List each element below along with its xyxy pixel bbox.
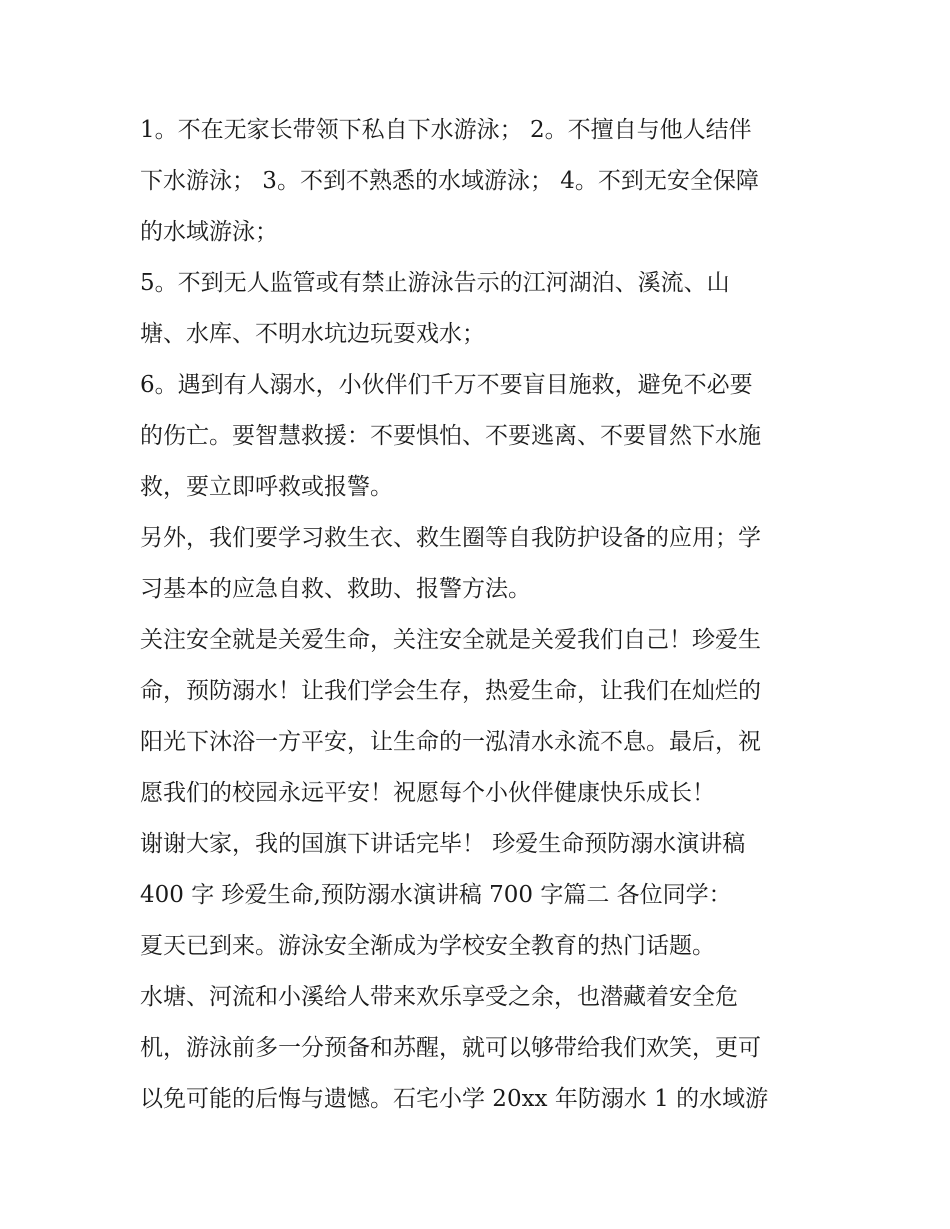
text-line: 塘、水库、不明水坑边玩耍戏水；	[140, 321, 485, 347]
text-line: 关注安全就是关爱生命，关注安全就是关爱我们自己！珍爱生	[140, 627, 761, 653]
text-line: 5。不到无人监管或有禁止游泳告示的江河湖泊、溪流、山	[140, 270, 730, 296]
text-line: 的伤亡。要智慧救援：不要惧怕、不要逃离、不要冒然下水施	[140, 423, 761, 449]
text-line: 另外，我们要学习救生衣、救生圈等自我防护设备的应用；学	[140, 525, 761, 551]
text-line: 下水游泳； 3。不到不熟悉的水域游泳； 4。不到无安全保障	[140, 168, 759, 194]
text-line: 谢谢大家，我的国旗下讲话完毕！ 珍爱生命预防溺水演讲稿	[140, 831, 746, 857]
text-line: 1。不在无家长带领下私自下水游泳； 2。不擅自与他人结伴	[140, 117, 752, 143]
text-line: 6。遇到有人溺水，小伙伴们千万不要盲目施救，避免不必要	[140, 372, 753, 398]
document-body	[140, 105, 820, 1125]
text-line: 愿我们的校园永远平安！祝愿每个小伙伴健康快乐成长！	[140, 780, 715, 806]
text-line: 救，要立即呼救或报警。	[140, 474, 393, 500]
text-line: 机，游泳前多一分预备和苏醒，就可以够带给我们欢笑，更可	[140, 1035, 761, 1061]
text-line: 以免可能的后悔与遗憾。石宅小学 20xx 年防溺水 1 的水域游	[140, 1086, 769, 1112]
text-line: 阳光下沐浴一方平安，让生命的一泓清水永流不息。最后，祝	[140, 729, 761, 755]
text-line: 习基本的应急自救、救助、报警方法。	[140, 576, 531, 602]
text-line: 夏天已到来。游泳安全渐成为学校安全教育的热门话题。	[140, 933, 715, 959]
text-line: 400 字 珍爱生命,预防溺水演讲稿 700 字篇二 各位同学：	[140, 882, 732, 908]
text-line: 水塘、河流和小溪给人带来欢乐享受之余，也潜藏着安全危	[140, 984, 738, 1010]
text-line: 命，预防溺水！让我们学会生存，热爱生命，让我们在灿烂的	[140, 678, 761, 704]
text-line: 的水域游泳；	[140, 219, 278, 245]
